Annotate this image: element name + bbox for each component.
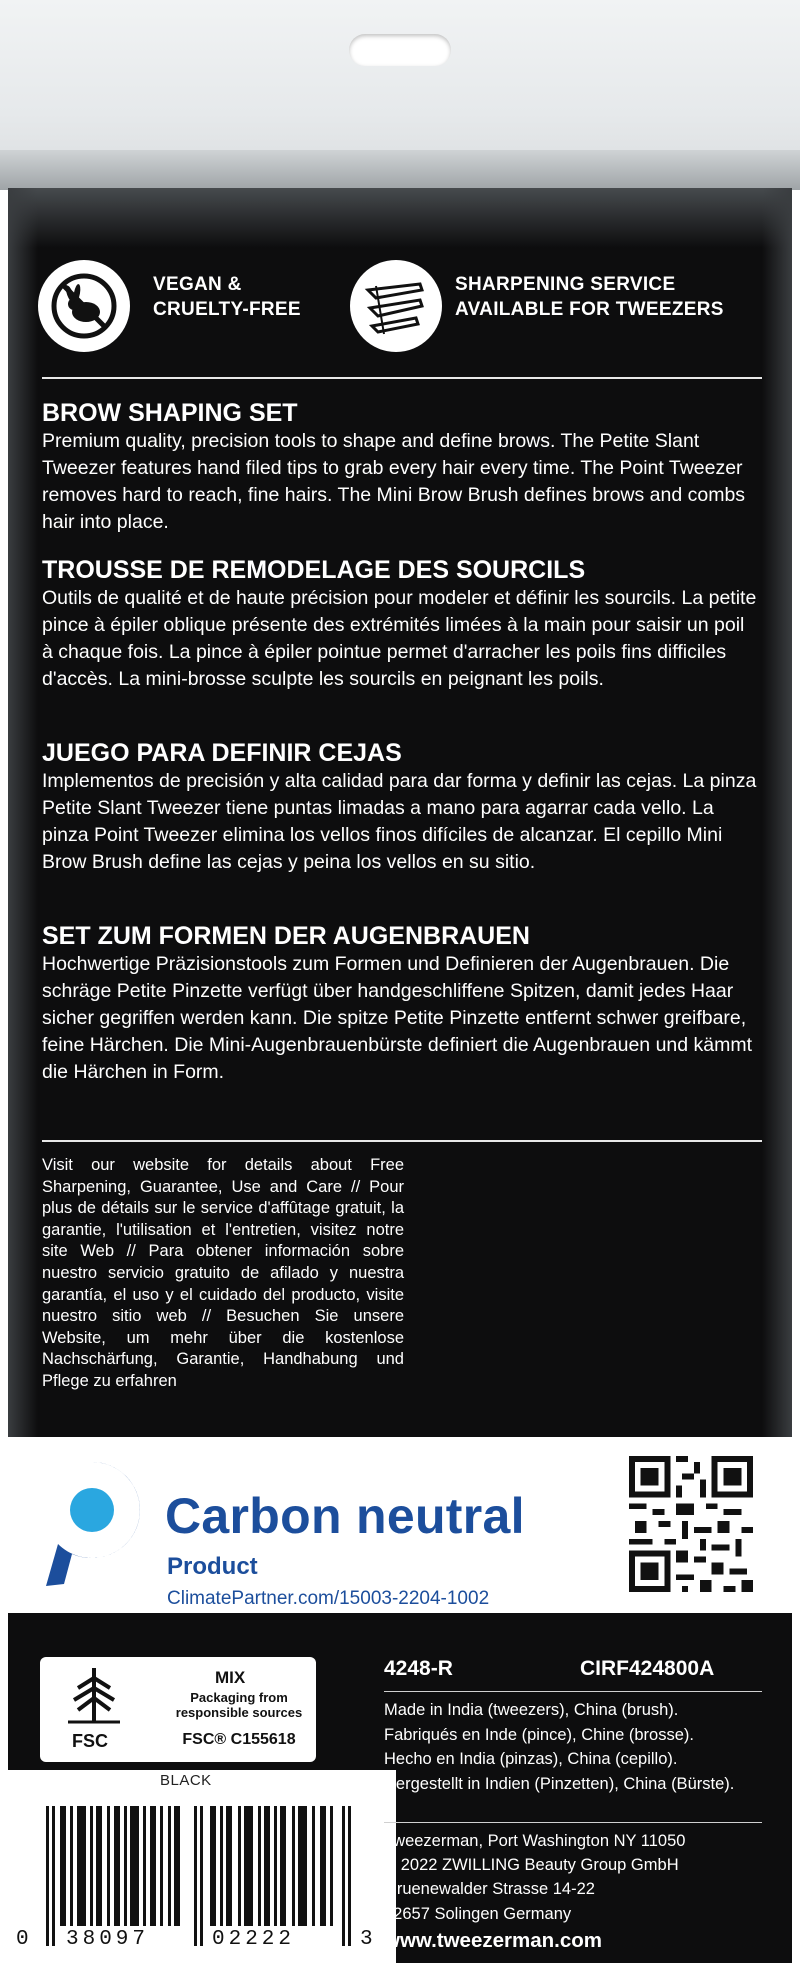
package-hanger-tab — [0, 0, 800, 190]
divider — [384, 1691, 762, 1692]
fsc-tree-logo-icon — [64, 1664, 124, 1733]
carbon-neutral-title: Carbon neutral — [165, 1488, 525, 1544]
hang-hole — [349, 34, 451, 66]
fsc-code-text: FSC® C155618 — [182, 1731, 296, 1748]
section-body-en: Premium quality, precision tools to shape and define brows. The Petite Slant Tweezer features hand filed tips to grab every hair every time. The Point Tweezer removes hard to reach, fine hairs. The Mini Brow Brush defines brows and combs hair into place. — [42, 430, 746, 533]
cirf-code: CIRF424800A — [580, 1657, 715, 1680]
origin-es: Hecho en India (pinzas), China (cepillo). — [384, 1750, 678, 1768]
rabbit-icon — [38, 260, 130, 352]
fsc-packaging-text: Packaging from responsible sources — [175, 1690, 303, 1720]
sku-code: 4248-R — [384, 1657, 453, 1680]
address-line: 42657 Solingen Germany — [384, 1904, 572, 1923]
origin-fr: Fabriqués en Inde (pince), Chine (brosse). — [384, 1725, 694, 1744]
website-info-text: Visit our website for details about Free Sharpening, Guarantee, Use and Care // Pour plus de détails sur le service d'affûtage gratuit, la garantie, l'utilisation et l'entretien, visitez notre site Web // Para obtener información sobre nuestro servicio gratuito de afilado y nuestra garantía, el uso y el cuidado del producto, visite nuestro sitio web // Besuchen Sie unsere Website, um mehr über die kostenlose Nachschärfung, Garantie, Handhabung und Pflege zu erfahren — [42, 1156, 404, 1390]
section-body-fr: Outils de qualité et de haute précision pour modeler et définir les sourcils. La petite pince à épiler oblique présente des extrémités limées à la main pour saisir un poil à chaque fois. La pince à épiler pointue permet d'arracher les poils fins difficiles d'accès. La mini-brosse sculpte les sourcils en peignant les poils. — [42, 587, 757, 690]
section-title-en: BROW SHAPING SET — [42, 399, 298, 427]
sharpening-badge-text: SHARPENING SERVICE AVAILABLE FOR TWEEZERS — [455, 274, 724, 320]
divider — [384, 1822, 762, 1823]
fsc-label-text: FSC — [72, 1731, 108, 1751]
barcode-check-digit: 3 — [360, 1928, 373, 1951]
manufacturer-address — [384, 1829, 784, 1926]
address-line: Tweezerman, Port Washington NY 11050 — [384, 1832, 686, 1850]
address-line: © 2022 ZWILLING Beauty Group GmbH — [384, 1856, 679, 1875]
barcode-digits-right: 02222 — [212, 1928, 296, 1951]
divider — [42, 1140, 762, 1142]
section-title-de: SET ZUM FORMEN DER AUGENBRAUEN — [42, 922, 530, 950]
carbon-neutral-subtitle: Product — [167, 1553, 258, 1580]
barcode-digits-left: 38097 — [66, 1928, 150, 1951]
origin-info — [384, 1698, 784, 1796]
climate-partner-logo-icon — [38, 1456, 146, 1597]
color-label-text: BLACK — [160, 1772, 212, 1789]
qr-code — [628, 1456, 754, 1592]
origin-de: Hergestellt in Indien (Pinzetten), China (Bürste). — [384, 1774, 735, 1793]
fsc-mix-text: MIX — [215, 1668, 246, 1687]
origin-en: Made in India (tweezers), China (brush). — [384, 1701, 679, 1719]
barcode-digit-system: 0 — [16, 1928, 29, 1951]
address-line: Gruenewalder Strasse 14-22 — [384, 1880, 595, 1899]
divider — [42, 377, 762, 379]
tweezer-icon — [350, 260, 442, 352]
section-body-de: Hochwertige Präzisionstools zum Formen und Definieren der Augenbrauen. Die schräge Petite Pinzette verfügt über handgeschliffene Spitzen, damit jedes Haar sicher gegriffen werden kann. Die spitze Petite Pinzette entfernt schwer greifbare, feine Härchen. Die Mini-Augenbrauenbürste definiert die Augenbrauen und kämmt die Härchen in Form. — [42, 953, 753, 1083]
climate-partner-url: ClimatePartner.com/15003-2204-1002 — [167, 1588, 490, 1609]
section-body-es: Implementos de precisión y alta calidad para dar forma y definir las cejas. La pinza Petite Slant Tweezer tiene puntas limadas a mano para agarrar cada vello. La pinza Point Tweezer elimina los vellos finos difíciles de alcanzar. El cepillo Mini Brow Brush define las cejas y peina los vellos en su sitio. — [42, 770, 757, 873]
website-url: www.tweezerman.com — [384, 1929, 602, 1952]
vegan-badge-text: VEGAN & CRUELTY-FREE — [153, 274, 301, 320]
section-title-es: JUEGO PARA DEFINIR CEJAS — [42, 739, 402, 767]
section-title-fr: TROUSSE DE REMODELAGE DES SOURCILS — [42, 556, 586, 584]
hanger-edge — [0, 150, 800, 190]
